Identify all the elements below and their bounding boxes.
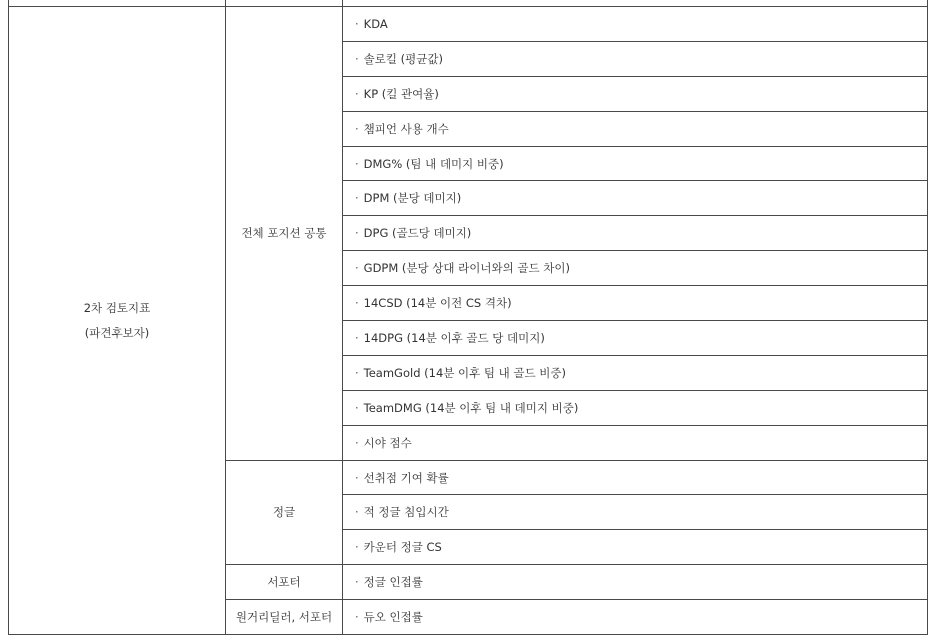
metric-label: DPG (골드당 데미지): [363, 226, 472, 241]
metric-cell: [343, 7, 928, 42]
metric-label: KP (킬 관여율): [363, 86, 439, 101]
metric-cell: [343, 425, 928, 460]
metric-cell: [343, 460, 928, 495]
position-cell: 서포터: [226, 565, 343, 600]
metric-label: 적 정글 침입시간: [363, 505, 449, 520]
metric-cell: [343, 41, 928, 76]
bullet-mark: ·: [355, 226, 359, 241]
metric-label: DPM (분당 데미지): [363, 191, 462, 206]
metric-cell: [343, 390, 928, 425]
position-cell: 전체 포지션 공통: [226, 7, 343, 461]
metric-cell: [343, 286, 928, 321]
metric-label: 선취점 기여 확률: [363, 470, 449, 485]
metric-label: 솔로킬 (평균값): [363, 51, 443, 66]
metric-label: 카운터 정글 CS: [363, 540, 442, 555]
metrics-table-body: [9, 0, 928, 635]
position-cell: 정글: [226, 460, 343, 565]
metric-cell: [343, 111, 928, 146]
bullet-mark: ·: [355, 435, 359, 450]
bullet-mark: ·: [355, 296, 359, 311]
metric-cell: [343, 251, 928, 286]
bullet-mark: ·: [355, 540, 359, 555]
metric-label: TeamDMG (14분 이후 팀 내 데미지 비중): [363, 400, 579, 415]
metric-label: 듀오 인접률: [363, 610, 423, 625]
bullet-mark: ·: [355, 156, 359, 171]
bullet-mark: ·: [355, 121, 359, 136]
metric-cell: [343, 565, 928, 600]
bullet-mark: ·: [355, 330, 359, 345]
metric-cell: [343, 495, 928, 530]
metric-cell: [343, 181, 928, 216]
category-subtitle: (파견후보자): [84, 325, 150, 340]
metric-label: 시야 점수: [363, 435, 412, 450]
bullet-mark: ·: [355, 400, 359, 415]
position-cell: 원거리딜러, 서포터: [226, 600, 343, 635]
metric-label: 14CSD (14분 이전 CS 격차): [363, 296, 512, 311]
bullet-mark: ·: [355, 505, 359, 520]
bullet-mark: ·: [355, 51, 359, 66]
metric-cell: [343, 321, 928, 356]
metric-cell: [343, 146, 928, 181]
bullet-mark: ·: [355, 575, 359, 590]
bullet-mark: ·: [355, 470, 359, 485]
bullet-mark: ·: [355, 610, 359, 625]
metric-cell: [343, 76, 928, 111]
table-row: [9, 7, 928, 42]
metric-label: TeamGold (14분 이후 팀 내 골드 비중): [363, 365, 567, 380]
metric-label: KDA: [363, 16, 388, 31]
metric-label: GDPM (분당 상대 라이너와의 골드 차이): [363, 261, 570, 276]
review-metrics-table: [8, 0, 928, 635]
bullet-mark: ·: [355, 86, 359, 101]
bullet-mark: ·: [355, 261, 359, 276]
metric-cell: [343, 600, 928, 635]
metric-label: 14DPG (14분 이후 골드 당 데미지): [363, 330, 545, 345]
bullet-mark: ·: [355, 365, 359, 380]
metric-cell: [343, 216, 928, 251]
category-title: 2차 검토지표: [83, 300, 151, 315]
bullet-mark: ·: [355, 191, 359, 206]
metric-cell: [343, 530, 928, 565]
metric-label: 챔피언 사용 개수: [363, 121, 449, 136]
metric-cell: [343, 355, 928, 390]
category-cell: [9, 7, 226, 635]
metric-label: 정글 인접률: [363, 575, 423, 590]
metric-label: DMG% (팀 내 데미지 비중): [363, 156, 504, 171]
bullet-mark: ·: [355, 16, 359, 31]
